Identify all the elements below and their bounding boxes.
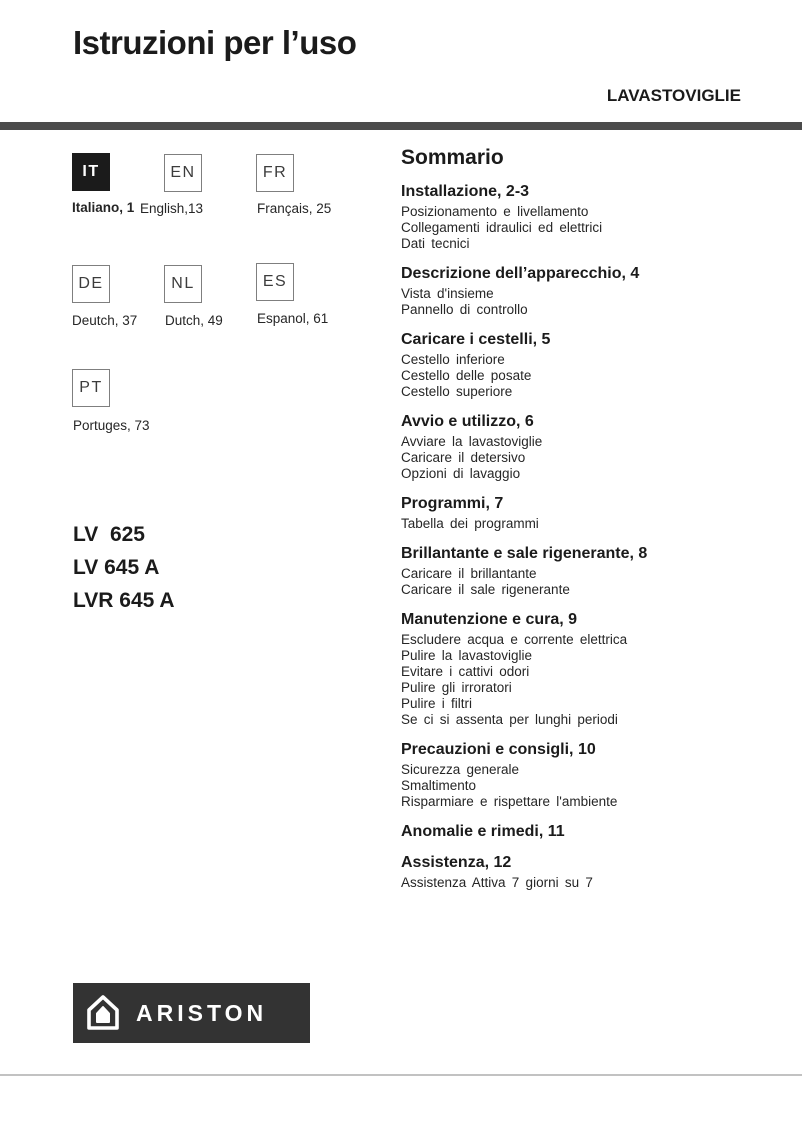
language-label-it: Italiano, 1 [72, 200, 135, 215]
toc-item: Pulire i filtri [401, 696, 473, 711]
brand-logo [73, 983, 310, 1043]
language-box-nl: NL [164, 265, 202, 303]
toc-section-heading: Caricare i cestelli, 5 [401, 331, 551, 348]
table-of-contents [401, 146, 761, 891]
toc-item: Assistenza Attiva 7 giorni su 7 [401, 875, 593, 890]
language-label-fr: Français, 25 [257, 201, 332, 216]
language-box-pt: PT [72, 369, 110, 407]
toc-item: Escludere acqua e corrente elettrica [401, 632, 628, 647]
brand-name: ARISTON [136, 999, 268, 1026]
toc-item: Cestello superiore [401, 384, 513, 399]
toc-item: Smaltimento [401, 778, 477, 793]
toc-item: Tabella dei programmi [401, 516, 539, 531]
toc-item: Caricare il brillantante [401, 566, 537, 581]
language-box-fr: FR [256, 154, 294, 192]
language-box-es: ES [256, 263, 294, 301]
toc-item: Pulire la lavastoviglie [401, 648, 533, 663]
toc-item: Cestello delle posate [401, 368, 532, 383]
model-number: LV 645 A [73, 556, 160, 579]
toc-section-heading: Installazione, 2-3 [401, 183, 530, 200]
toc-section-heading: Manutenzione e cura, 9 [401, 611, 578, 628]
language-label-es: Espanol, 61 [257, 311, 329, 326]
toc-section-heading: Anomalie e rimedi, 11 [401, 823, 565, 840]
toc-item: Se ci si assenta per lunghi periodi [401, 712, 618, 727]
toc-item: Collegamenti idraulici ed elettrici [401, 220, 603, 235]
model-number: LVR 645 A [73, 589, 175, 612]
language-box-it: IT [72, 153, 110, 191]
toc-item: Posizionamento e livellamento [401, 204, 589, 219]
toc-item: Cestello inferiore [401, 352, 505, 367]
header-divider-bar [0, 122, 802, 130]
toc-section-heading: Programmi, 7 [401, 495, 504, 512]
toc-section-heading: Brillantante e sale rigenerante, 8 [401, 545, 648, 562]
model-number: LV 625 [73, 523, 145, 546]
toc-item: Pulire gli irroratori [401, 680, 512, 695]
language-label-pt: Portuges, 73 [73, 418, 150, 433]
language-label-en: English,13 [140, 201, 204, 216]
toc-item: Evitare i cattivi odori [401, 664, 530, 679]
toc-item: Avviare la lavastoviglie [401, 434, 543, 449]
toc-item: Caricare il detersivo [401, 450, 526, 465]
toc-item: Opzioni di lavaggio [401, 466, 521, 481]
model-list [73, 518, 175, 617]
toc-section-heading: Assistenza, 12 [401, 854, 512, 871]
language-box-en: EN [164, 154, 202, 192]
toc-item: Dati tecnici [401, 236, 470, 251]
toc-section-heading: Precauzioni e consigli, 10 [401, 741, 596, 758]
language-box-de: DE [72, 265, 110, 303]
appliance-type-label: LAVASTOVIGLIE [606, 86, 741, 105]
page-title: Istruzioni per l’uso [73, 24, 357, 61]
toc-item: Caricare il sale rigenerante [401, 582, 570, 597]
footer-divider-rule [0, 1074, 802, 1076]
language-label-de: Deutch, 37 [72, 313, 138, 328]
toc-section-heading: Avvio e utilizzo, 6 [401, 413, 534, 430]
house-icon [86, 994, 120, 1032]
toc-title: Sommario [401, 146, 504, 169]
toc-item: Pannello di controllo [401, 302, 528, 317]
toc-sections [401, 183, 761, 891]
language-label-nl: Dutch, 49 [165, 313, 223, 328]
toc-item: Risparmiare e rispettare l'ambiente [401, 794, 618, 809]
toc-item: Vista d'insieme [401, 286, 494, 301]
toc-section-heading: Descrizione dell’apparecchio, 4 [401, 265, 640, 282]
toc-item: Sicurezza generale [401, 762, 520, 777]
